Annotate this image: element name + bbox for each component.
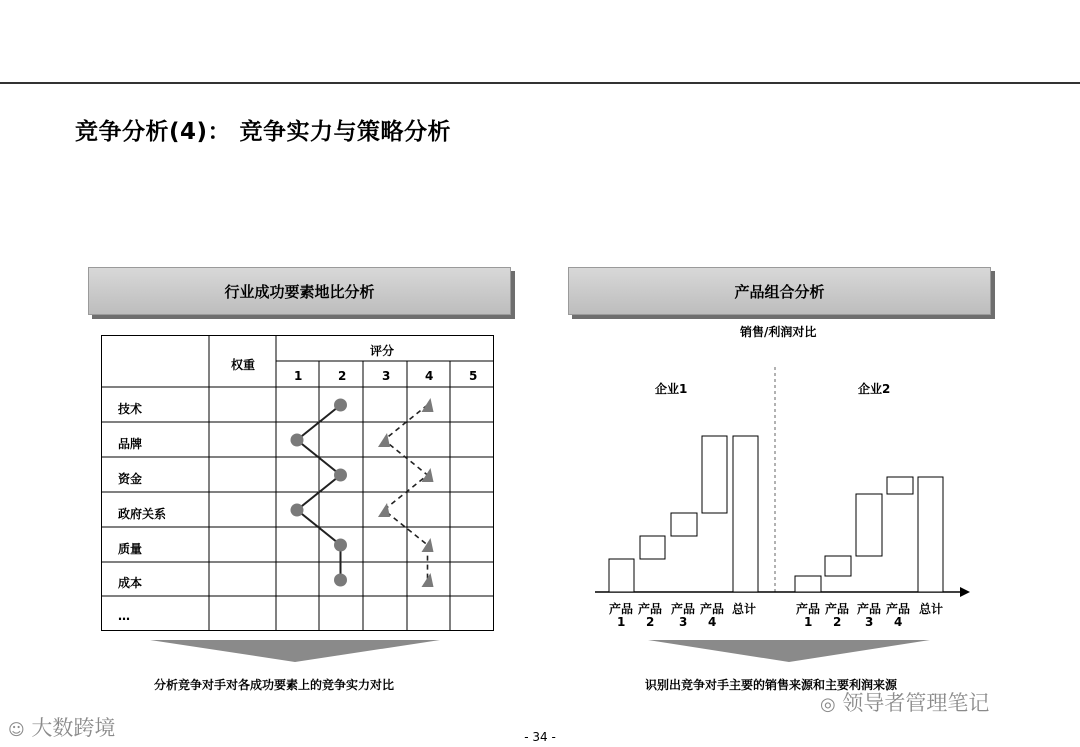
score-header: 评分 (370, 344, 395, 358)
watermark-right-text: 领导者管理笔记 (842, 691, 990, 715)
c1-p1-label: 产品 (609, 602, 634, 616)
right-subtitle: 销售/利润对比 (740, 325, 817, 339)
circle-marker (334, 469, 347, 482)
watermark-left-icon: ☺ (8, 720, 25, 739)
wechat-icon: ◎ (820, 694, 836, 715)
right-panel-header (568, 267, 991, 315)
circle-marker (334, 399, 347, 412)
x-axis-arrowhead (960, 587, 970, 597)
score-col-2: 2 (338, 369, 347, 383)
c2-p1-num: 1 (804, 615, 813, 629)
c1-p3-label: 产品 (671, 602, 696, 616)
score-col-1: 1 (294, 369, 303, 383)
circle-marker (334, 574, 347, 587)
product-portfolio-chart (590, 365, 980, 635)
circle-marker (291, 434, 304, 447)
left-down-arrow (150, 638, 440, 664)
c2-bar-product-4 (887, 477, 913, 494)
top-rule (0, 82, 1080, 84)
c2-p4-label: 产品 (886, 602, 911, 616)
c1-bar-product-2 (640, 536, 665, 559)
c2-bar-total (918, 477, 943, 592)
c2-bar-product-3 (856, 494, 882, 556)
success-factor-table (101, 335, 494, 631)
c1-bar-product-1 (609, 559, 634, 592)
weight-header: 权重 (231, 358, 256, 372)
row-label-quality: 质量 (118, 542, 143, 556)
row-label-brand: 品牌 (118, 437, 143, 451)
row-label-more: … (118, 609, 130, 623)
right-down-arrow (648, 638, 930, 664)
company-1-label: 企业1 (655, 382, 688, 396)
triangle-marker (422, 468, 434, 482)
score-col-5: 5 (469, 369, 478, 383)
triangle-marker (422, 538, 434, 552)
page-title: 竞争分析(4)： 竞争实力与策略分析 (75, 119, 452, 145)
score-col-3: 3 (382, 369, 391, 383)
row-label-government: 政府关系 (118, 507, 167, 521)
row-label-capital: 资金 (118, 472, 143, 486)
c2-p4-num: 4 (894, 615, 903, 629)
company-2-label: 企业2 (858, 382, 891, 396)
watermark-left-text: 大数跨境 (31, 716, 116, 740)
c2-p3-label: 产品 (857, 602, 882, 616)
c2-total-label: 总计 (919, 602, 944, 616)
triangle-marker (378, 433, 390, 447)
score-col-4: 4 (425, 369, 434, 383)
c1-bar-total (733, 436, 758, 592)
c2-p1-label: 产品 (796, 602, 821, 616)
c1-p3-num: 3 (679, 615, 688, 629)
c2-p3-num: 3 (865, 615, 874, 629)
triangle-marker (422, 398, 434, 412)
left-panel-header (88, 267, 511, 315)
row-label-cost: 成本 (118, 576, 143, 590)
c1-p4-label: 产品 (700, 602, 725, 616)
c1-total-label: 总计 (732, 602, 757, 616)
c1-p1-num: 1 (617, 615, 626, 629)
right-panel-header-label: 产品组合分析 (734, 282, 825, 301)
c2-bar-product-1 (795, 576, 821, 592)
page-number: - 34 - (524, 730, 556, 744)
row-label-tech: 技术 (118, 402, 143, 416)
c1-p2-num: 2 (646, 615, 655, 629)
c2-p2-num: 2 (833, 615, 842, 629)
right-caption: 识别出竞争对手主要的销售来源和主要利润来源 (645, 678, 898, 692)
c1-p4-num: 4 (708, 615, 717, 629)
c1-bar-product-4 (702, 436, 727, 513)
c1-p2-label: 产品 (638, 602, 663, 616)
c2-bar-product-2 (825, 556, 851, 576)
triangle-marker (378, 503, 390, 517)
left-caption: 分析竞争对手对各成功要素上的竞争实力对比 (154, 678, 395, 692)
circle-marker (334, 539, 347, 552)
c1-bar-product-3 (671, 513, 697, 536)
left-panel-header-label: 行业成功要素地比分析 (224, 282, 375, 301)
watermark-right (820, 687, 989, 717)
circle-marker (291, 504, 304, 517)
c2-p2-label: 产品 (825, 602, 850, 616)
